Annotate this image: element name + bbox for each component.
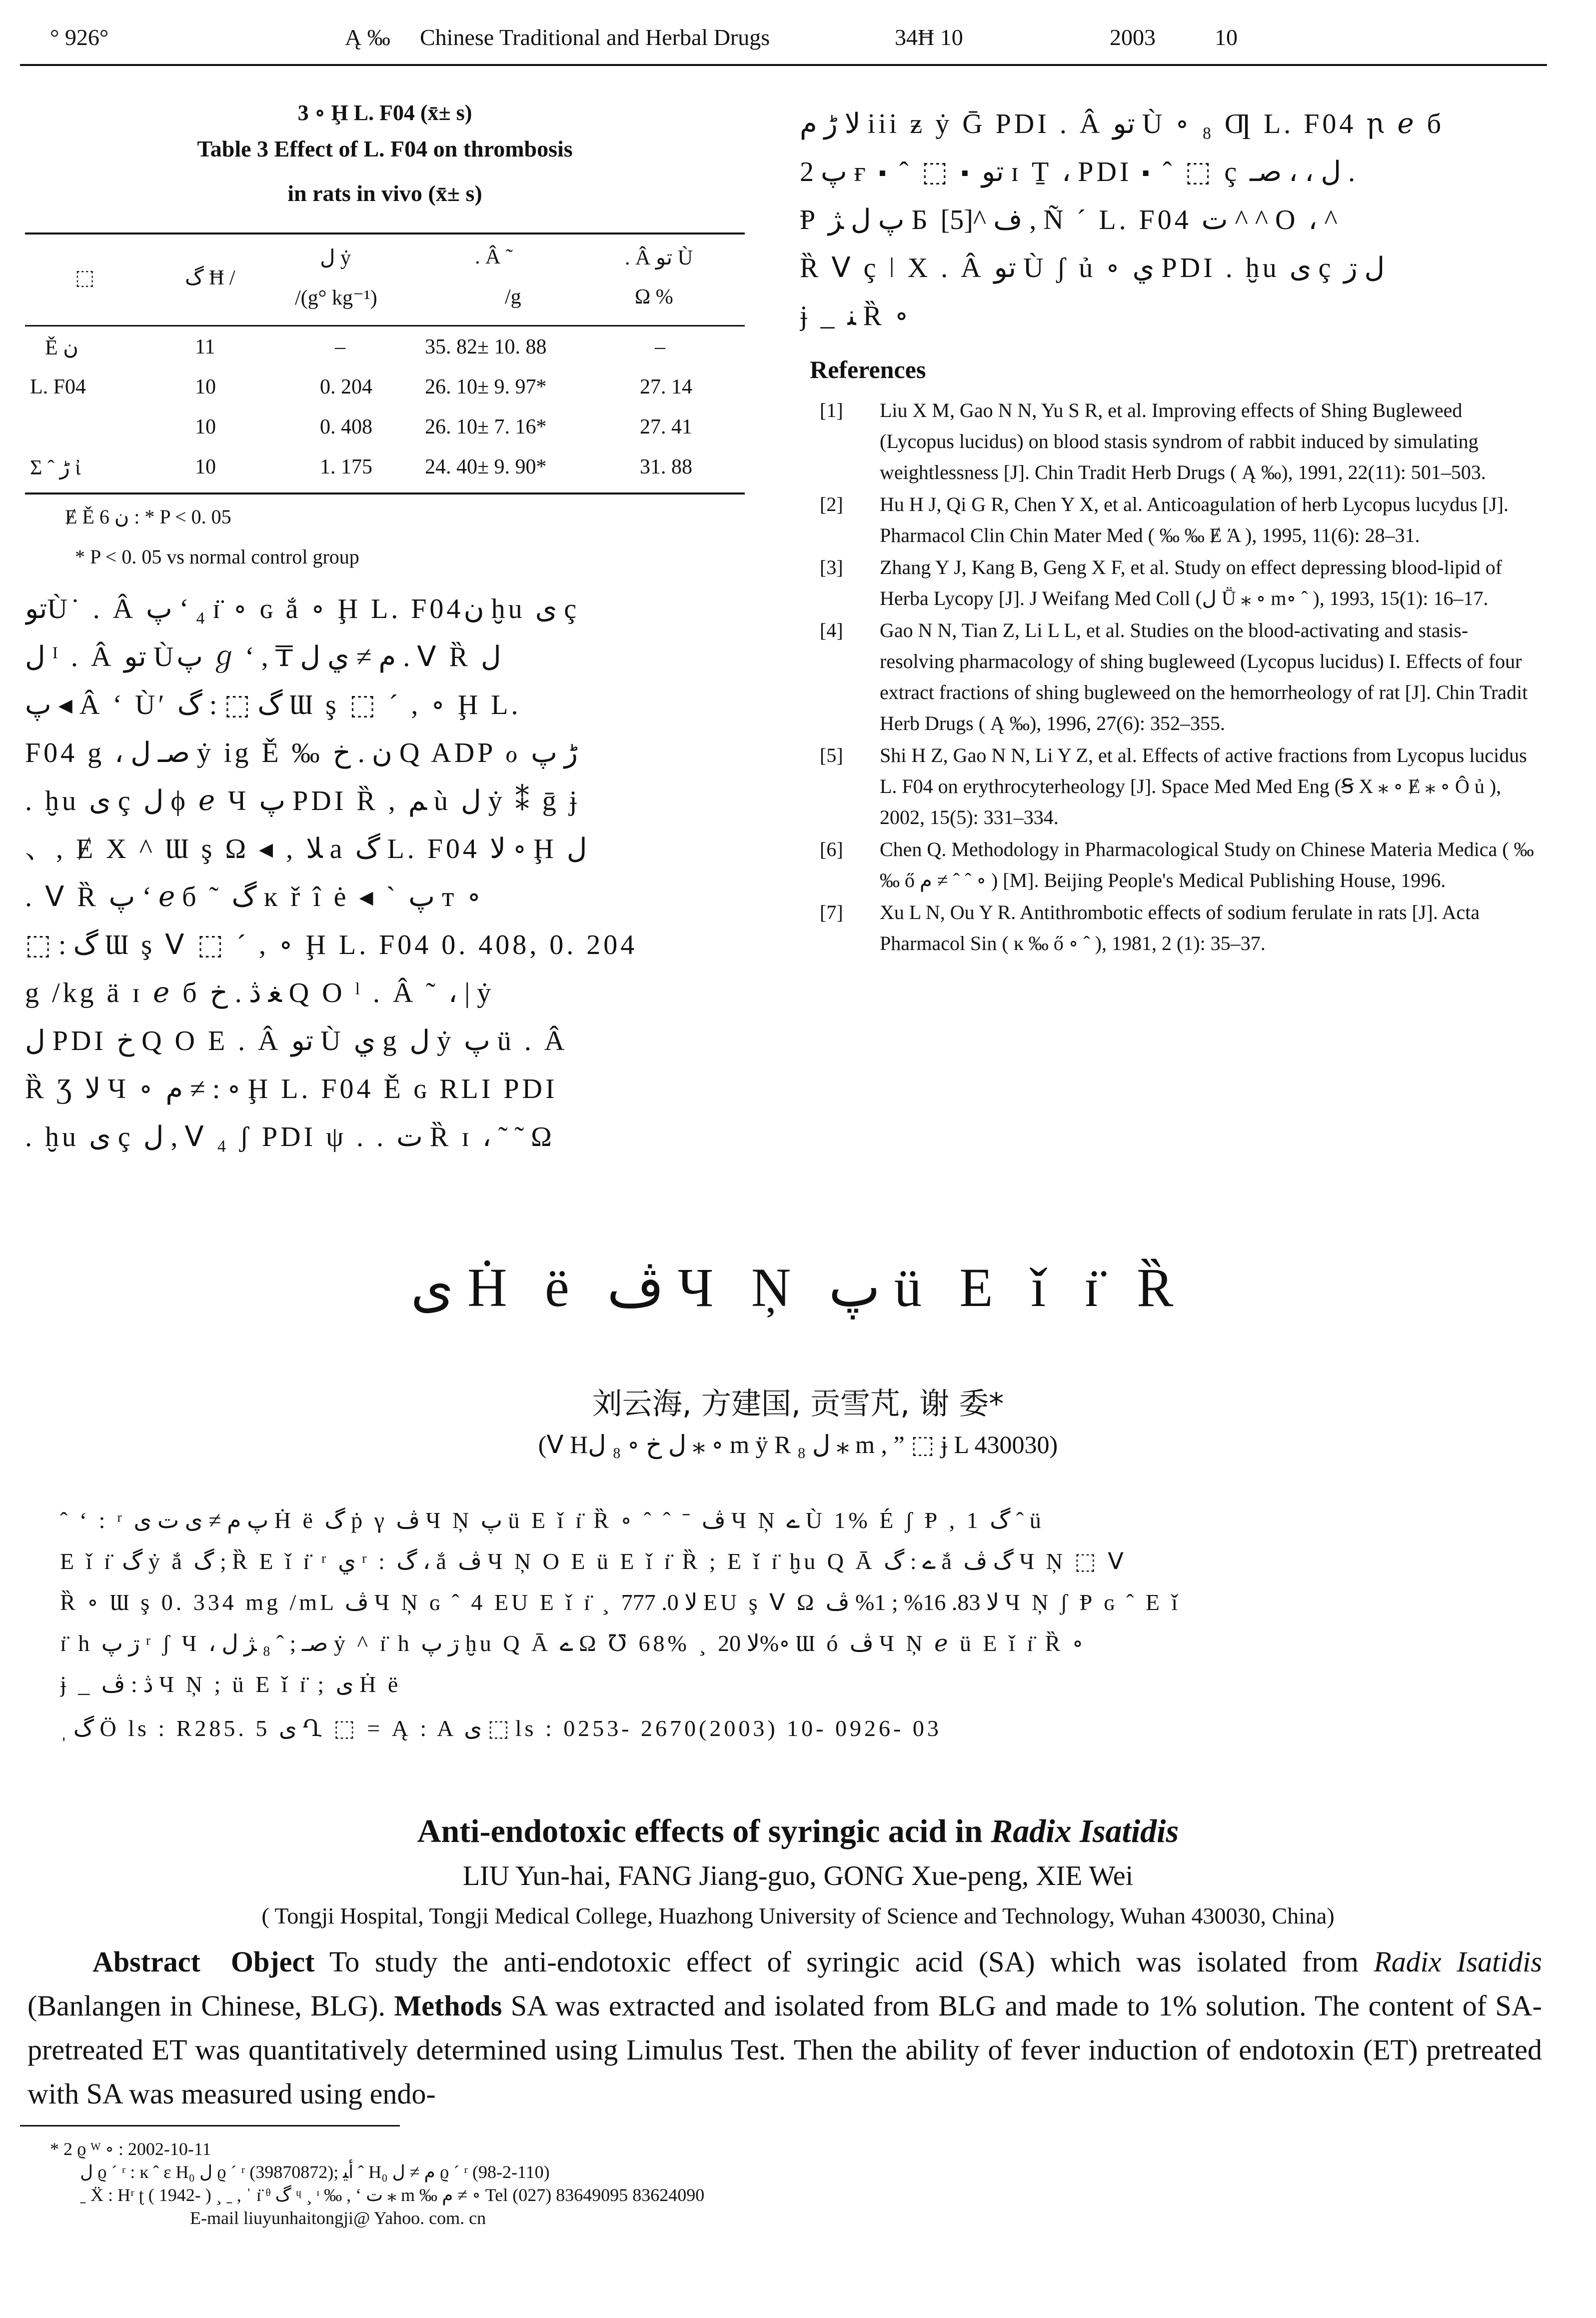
col-rate-head: . Â تو Ù bbox=[625, 246, 693, 270]
right-body-text: ﻻ ڑ م iii ƶ ẏ Ḡ PDI . Â تو Ù ∘ ₈ Ƣ L. F04 ꞃ ℯ б پ 2 ғ ⬝ ˆ ⬚ ⬝ تو ɪ Ṯ ، PDI ⬝ ˆ ⬚ ç ﻝ ، ، صـ . Ᵽ پ ل ﮋ Б ف ^[5] , Ñ ˊ L. F04 ت ^ ^ O ، ^ Ȑ ᐯ ç ǀ X . Â تو Ù ʃ ủ ∘ ي PDI . ḫu ى ç ﻝ ڗ ɉ _ ﻨ Ȑ ∘ bbox=[800, 108, 1445, 332]
table-note-en: * P < 0. 05 vs normal control group bbox=[75, 546, 359, 568]
year: 2003 bbox=[1110, 24, 1156, 50]
table3 bbox=[25, 100, 745, 206]
footnote-rule bbox=[20, 2125, 400, 2126]
table-body bbox=[25, 335, 745, 495]
reference-list bbox=[820, 395, 1540, 960]
list-item: [7] Xu L N, Ou Y R. Antithrombotic effects of sodium ferulate in rats [J]. Acta Pharmacol Sin ( ĸ ‰ ő ∘ ˆ ), 1981, 2 (1): 35–37. bbox=[820, 901, 1480, 954]
col-rate-unit: Ω % bbox=[635, 286, 673, 308]
volume-issue: 34Ħ 10 bbox=[895, 24, 963, 50]
left-body-text: توÙ˙ . Â پ ʻ ₄ ɪ̈ ∘ ɢ ắ ∘ Ḩ L. F04ن ḫu ى ç ﻝ ᴵ . Â تو Ùپ ℊ ʻ , ₸ م ≠ ي ﻝ . ᐯ Ȑ ﻝ پ ◂ Â ʻ Ùʹ ﮒ ⬚ : ﮒ Ɯ ş ⬚ ˊ , ∘ Ḩ L. F04 g ، صـ ﻝ ẏ ig Ě ‰ ن . خ Q ADP ℴ ڑ پ . ḫu ى ç ﻝ ϕ ℯ Ч پ PDI Ȑ , ﻢ ù ﻝ ẏ ⁑ ḡ ɉ 、, Ɇ X ^ Ɯ ş Ω ◂ , ﻼ a ﮒ L. F04 ﻻ ∘ Ḩ ﻝ . ᐯ Ȑ پ ʻ ℯ б ˜ ﮒ ĸ ř î ė ◂ ` پ ᴛ ∘ ⬚ : ﮒ Ɯ ş ᐯ ⬚ ˊ , ∘ Ḩ L. F04 0. 408, 0. 204 g /kg ä ɪ ℯ б ﻐ ڎ . خ Q O ˡ . Â ˜ ، | ẏ ﻝ PDI خ Q O E . Â تو Ù ي g ﻝ ẏ پ ü . Â Ȑ Ʒ ﻻ Ч ∘ م ≠ : ∘ Ḩ L. F04 Ě ɢ RLI PDI . ḫu ى ç ﻝ , ᐯ ₄ ʃ PDI ψ . . ت Ȑ ɪ ، ˜ ˜ Ω bbox=[25, 594, 638, 1152]
table-caption-en-2: in rats in vivo (x̄± s) bbox=[287, 180, 482, 206]
affiliation-en: ( Tongji Hospital, Tongji Medical College, Huazhong University of Science and Technology, Wuhan 430030, China) bbox=[261, 1903, 1335, 1928]
table-header-rule bbox=[25, 325, 745, 326]
col-weight-head: . Â ˜ bbox=[475, 246, 513, 268]
list-item: [1] Liu X M, Gao N N, Yu S R, et al. Improving effects of Shing Bugleweed (Lycopus lucidus) on blood stasis syndrom of rabbit induced by simulating weightlessness [J]. Chin Tradit Herb Drugs ( Ą ‰), 1991, 22(11): 501–503. bbox=[820, 399, 1486, 484]
page-number: ° 926° bbox=[50, 24, 109, 50]
month: 10 bbox=[1215, 24, 1238, 50]
list-item: [3] Zhang Y J, Kang B, Geng X F, et al. Study on effect depressing blood-lipid of Herba Lycopy [J]. J Weifang Med Coll (ﻝ Ṻ ⁎ ∘ m∘ ˆ ), 1993, 15(1): 16–17. bbox=[820, 556, 1503, 610]
list-item: [4] Gao N N, Tian Z, Li L L, et al. Studies on the blood-activating and stasis-resolving pharmacology of shing bugleweed (Lycopus lucidus) I. Effects of four extract fractions of shing bugleweed on the hemorrheology of rat [J]. Chin Tradit Herb Drugs ( Ą ‰), 1996, 27(6): 352–355. bbox=[820, 619, 1528, 734]
col-weight-unit: /g bbox=[505, 286, 521, 308]
table-bottom-rule bbox=[25, 492, 745, 494]
col-dose-unit: /(g° kg⁻¹) bbox=[295, 286, 377, 310]
list-item: [5] Shi H Z, Gao N N, Li Y Z, et al. Effects of active fractions from Lycopus lucidus L. F04 on erythrocyterheology [J]. Space Med Med Eng (Ꞩ X ⁎ ∘ Ɇ ⁎ ∘ Ô ủ ), 2002, 15(5): 331–334. bbox=[820, 744, 1527, 828]
table-row: Ě ن 11 – 35. 82± 10. 88 – bbox=[45, 336, 665, 360]
table-row: L. F04 10 0. 204 26. 10± 9. 97* 27. 14 bbox=[30, 376, 692, 398]
col-n-head: ﮒ Ħ / bbox=[185, 266, 235, 290]
journal-name: Chinese Traditional and Herbal Drugs bbox=[420, 24, 770, 50]
references-title: References bbox=[810, 356, 926, 384]
abstract-cn: ˆ ʻ : ʳ پ م ≠ ى ت ى Ḣ ë ﮒ ṗ γ ڤ Ч Ņ پ ü E ǐ ɪ̈ Ȑ ∘ ˆ ˆ ˉ ڤ Ч Ņ ے Ù 1% É ʃ Ᵽ , 1 ﮒ ˆ ü E ǐ ɪ̈ ﮒ ẏ ắ ﮒ ; Ȑ E ǐ ɪ̈ ʳ ي ʳ : ﮒ ، ắ ڤ Ч Ņ O E ü E ǐ ɪ̈ Ȑ ; E ǐ ɪ̈ ḫu Q Ā ے : ﮒ ắ ﮒ ڤ Ч Ņ ⬚ ᐯ Ȑ ∘ Ɯ ş 0. 334 mg /mL ڤ Ч Ņ ɢ ˆ 4 EU E ǐ ɪ̈ ¸ ﻻ 0. 777 EU ş ᐯ Ω ﻻ 83. 16% ; 1% ڤ Ч Ņ ʃ Ᵽ ɢ ˆ E ǐ ɪ̈ h ڗ پ ʳ ʃ Ч ، صـ ; ˆ ₈ ﮋ ﻝ ẏ ^ ɪ̈ h ڗ پ ḫu Q Ā ے Ω ℧ 68% ¸ ﻻ 20%∘ Ɯ ó ڤ Ч Ņ ℯ ü E ǐ ɪ̈ Ȑ ∘ ɉ _ ڎ : ڤ Ч Ņ ; ü E ǐ ɪ̈ ; ى Ḣ ë ˌ ﮒ Ö ls : R285. 5 ى Ղ ⬚ = Ą : A ى ⬚ ls : 0253- 2670(2003) 10- 0926- 03 bbox=[60, 1508, 1181, 1741]
article-title-en: Anti-endotoxic effects of syringic acid in Radix Isatidis bbox=[417, 1813, 1179, 1850]
table-note-cn: Ɇ Ě ن 6 : * P < 0. 05 bbox=[65, 506, 231, 528]
article-title-cn: ى Ḣ ë ڤ Ч Ņ پ ü E ǐ ɪ̈ Ȑ bbox=[410, 1257, 1186, 1318]
footnote: * 2 ϱ ᵂ ∘ : 2002-10-11 ﻝ ϱ ˊ ʳ : ĸ ˆ ɛ H₀ ﻝ ϱ ˊ ʳ (39870872); ﺃﻴ ˆ H₀ م ≠ ﻝ ϱ ˊ ʳ (98-2-110) ˍ Ẍ : Hʳ ʈ ( 1942- ) ¸ ˍ , ˈ ɪ̈ ᶿ ﮒ ᶣ ¸ ᶦ ‰ , ʻ ت ⁎ m ‰ م ≠ ∘ Tel (027) 83649095 83624090 E-mail liuyunhaitongji@ Yahoo. com. cn bbox=[50, 2139, 705, 2228]
table-caption-en-1: Table 3 Effect of L. F04 on thrombosis bbox=[197, 136, 573, 162]
abstract-en: Abstract Object To study the anti-endotoxic effect of syringic acid (SA) which was isolated from Radix Isatidis (Banlangen in Chinese, BLG). Methods SA was extracted and isolated from BLG and made to 1% solution. The content of SA-pretreated ET was quantitatively determined using Limulus Test. Then the ability of fever induction of endotoxin (ET) pretreated with SA was measured using endo- bbox=[27, 1946, 1543, 2110]
list-item: [2] Hu H J, Qi G R, Chen Y X, et al. Anticoagulation of herb Lycopus lucydus [J]. Pharmacol Clin Chin Mater Med ( ‰ ‰ Ɇ Ά ), 1995, 11(6): 28–31. bbox=[820, 493, 1509, 546]
table-row: 10 0. 408 26. 10± 7. 16* 27. 41 bbox=[195, 416, 692, 438]
journal-cn-mark: Ą ‰ bbox=[345, 24, 390, 50]
table-top-rule bbox=[25, 232, 745, 234]
authors-en: LIU Yun-hai, FANG Jiang-guo, GONG Xue-peng, XIE Wei bbox=[462, 1860, 1134, 1892]
authors-cn: 刘云海, 方建国, 贡雪芃, 谢 委* bbox=[592, 1386, 1004, 1422]
table-caption-cn: 3 ∘ Ḩ L. F04 (x̄± s) bbox=[297, 100, 472, 125]
col-dose-head: ﻝ ẏ bbox=[320, 246, 351, 270]
table-row: Σ ˆ ڑ ἰ 10 1. 175 24. 40± 9. 90* 31. 88 bbox=[30, 456, 692, 480]
affiliation-cn: (ᐯ Hﻝ خ ∘ ₈ ﻝ ⁎ ∘ m ÿ R ₈ ﻝ ⁎ m , ” ⬚ ɉ L 430030) bbox=[538, 1430, 1058, 1458]
header-rule bbox=[20, 64, 1547, 66]
list-item: [6] Chen Q. Methodology in Pharmacological Study on Chinese Materia Medica ( ‰ ‰ ő م ≠ ˆ ˆ ∘ ) [M]. Beijing People's Medical Publishing House, 1996. bbox=[820, 838, 1534, 892]
col-group-head: ⬚ bbox=[75, 266, 95, 290]
